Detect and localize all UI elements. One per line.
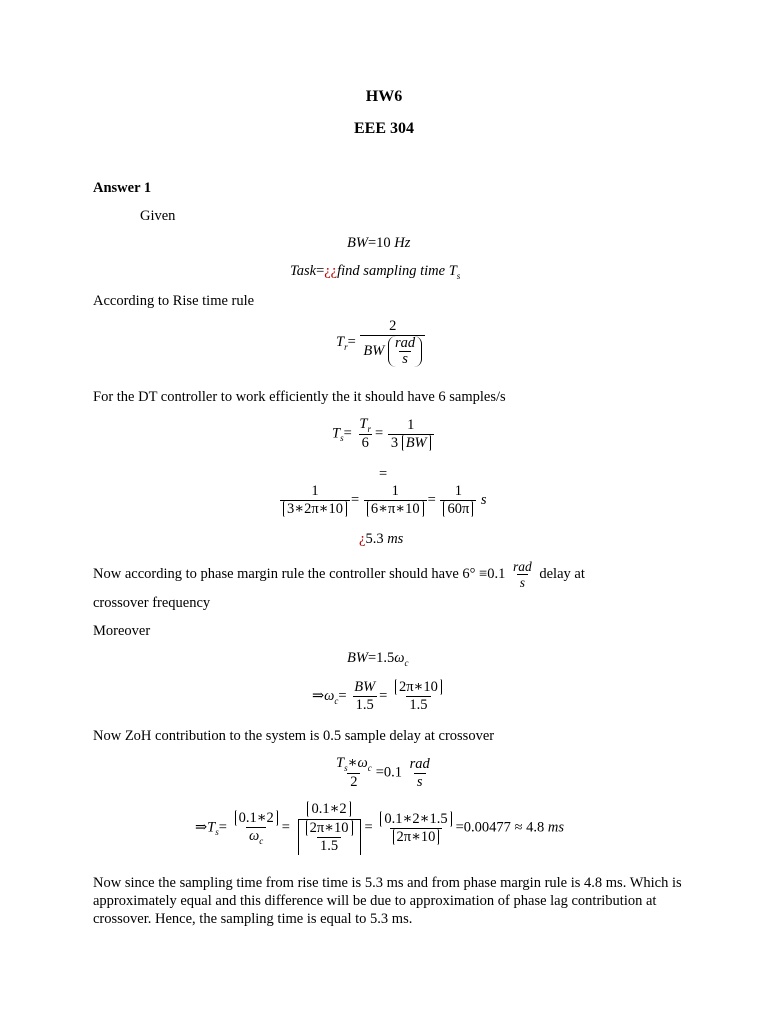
doc-title: HW6 — [365, 88, 403, 105]
rise-time-result: ¿5.3 ms — [359, 531, 404, 547]
zoh-equation: $\frac{T_s∗\omega_c}{2}$ =0.1 $\frac{\text{rad}}{s}$ — [336, 755, 430, 790]
bw-equation: BW=10 Hz — [347, 235, 411, 251]
final-ts-equation: $\Rightarrow T_s=$ $\frac{0.1∗2}{\omega_c}$ = 0.1∗2 $\frac{2\pi∗10}{1.5}$ = $\frac{0.1∗2∗1.5}{2\pi∗10}$ =0.00477 ≈ 4.8 ms — [195, 801, 564, 854]
moreover-label: Moreover — [93, 623, 151, 639]
fraction-chain-equation: $\frac{1}{3∗2\pi∗10}$ = $\frac{1}{6∗\pi∗10}$ = $\frac{1}{60\pi}$ s — [279, 483, 487, 518]
omega-c-equation: $\Rightarrow\omega_c=$ $\frac{BW}{1.5}$ = $\frac{2\pi∗10}{1.5}$ — [312, 679, 446, 714]
phase-margin-text-line2: crossover frequency — [93, 595, 211, 611]
dt-controller-text: For the DT controller to work efficiently the it should have 6 samples/s — [93, 389, 506, 405]
zoh-text: Now ZoH contribution to the system is 0.5 sample delay at crossover — [93, 728, 495, 744]
tr-equation: $T_r=$ 2 BW $\frac{\text{rad}}{s}$ — [336, 318, 426, 367]
answer-heading: Answer 1 — [93, 180, 152, 196]
phase-margin-text: Now according to phase margin rule the controller should have 6° ≡0.1 $\frac{\text{rad}}{s}$ delay at — [93, 559, 585, 590]
bw-omega-equation: $BW=1.5\omega_c$ — [347, 650, 409, 668]
rise-time-rule-text: According to Rise time rule — [93, 293, 255, 309]
given-label: Given — [140, 208, 176, 224]
equals-sign: = — [379, 466, 388, 482]
course-code: EEE 304 — [353, 120, 414, 137]
ts-equation: $T_s=$ $\frac{T_r}{6}$ = $\frac{1}{3 BW}$ — [332, 416, 435, 452]
tr-fraction: 2 BW $\frac{\text{rad}}{s}$ — [360, 318, 425, 367]
conclusion-paragraph: Now since the sampling time from rise time is 5.3 ms and from phase margin rule is 4.8 ms. Which is approximately equal and this difference will be due to approximation of phase lag contribution at crossover. Hence, the sampling time is equal to 5.3 ms. — [93, 875, 682, 927]
task-equation: Task=¿¿find sampling time $T_s$ — [290, 263, 461, 281]
